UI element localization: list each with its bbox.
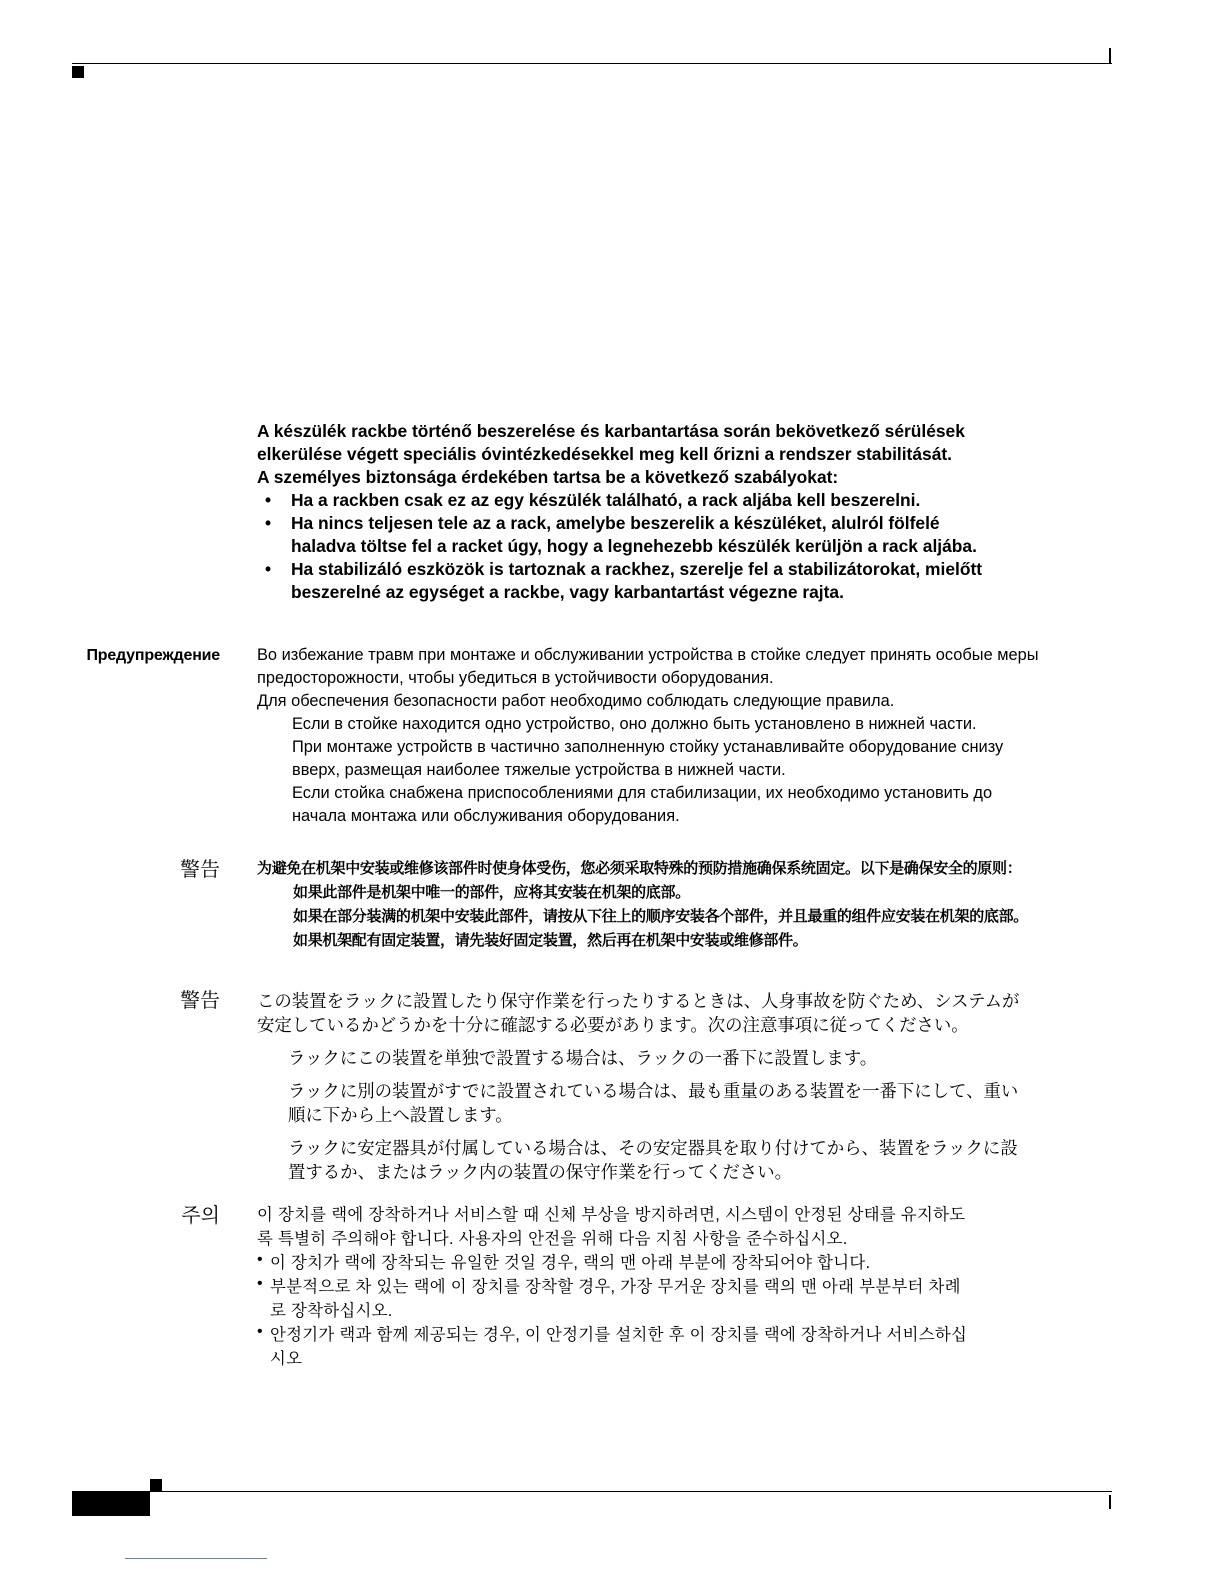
ko-rule-2-line-1: • 부분적으로 차 있는 랙에 이 장치를 장착할 경우, 가장 무거운 장치를 랙의 맨 아래 부분부터 차례	[270, 1278, 961, 1296]
warning-russian-text	[257, 644, 1097, 828]
hu-rule-1-line-1: • Ha a rackben csak ez az egy készülék található, a rack aljába kell beszerelni.	[291, 490, 921, 510]
warning-label-korean: 주의	[181, 1205, 220, 1227]
ko-rule-1	[257, 1251, 1097, 1275]
warning-hungarian-text	[257, 420, 1097, 604]
ja-item-3-line-1: ラックに安定器具が付属している場合は、その安定器具を取り付けてから、装置をラックに設	[288, 1138, 1018, 1158]
hu-rule-3-line-2: beszerelné az egységet a rackbe, vagy karbantartást végezne rajta.	[291, 582, 844, 602]
hu-rules-list	[257, 489, 1097, 604]
header-tick-mark	[1109, 48, 1111, 64]
ko-rule-3-line-1: • 안정기가 랙과 함께 제공되는 경우, 이 안정기를 설치한 후 이 장치를 랙에 장착하거나 서비스하십	[270, 1326, 968, 1344]
warning-label-chinese: 警告	[180, 859, 220, 881]
ko-rule-2-line-2: 로 장착하십시오.	[270, 1302, 393, 1320]
footer-square-marker	[150, 1479, 162, 1491]
zh-item-1: 如果此部件是机架中唯一的部件，应将其安装在机架的底部。	[293, 884, 690, 901]
hu-rule-2-line-1: • Ha nincs teljesen tele az a rack, amelybe beszerelik a készüléket, alulról fölfelé	[291, 513, 940, 533]
ru-item-line-4: Если стойка снабжена приспособлениями для стабилизации, их необходимо установить до	[292, 784, 993, 802]
ru-item-line-2: При монтаже устройств в частично заполненную стойку устанавливайте оборудование снизу	[292, 738, 1004, 756]
ru-intro-line-1: Во избежание травм при монтаже и обслуживании устройства в стойке следует принять особые меры	[257, 646, 1039, 664]
ja-intro-line-1: この装置をラックに設置したり保守作業を行ったりするときは、人身事故を防ぐため、システムが	[257, 991, 1020, 1011]
warning-label-russian: Предупреждение	[86, 647, 220, 664]
hu-rule-1	[257, 489, 1097, 512]
ja-intro-line-2: 安定しているかどうかを十分に確認する必要があります。次の注意事項に従ってください。	[257, 1015, 969, 1035]
zh-item-3: 如果机架配有固定装置，请先装好固定装置，然后再在机架中安装或维修部件。	[293, 932, 808, 949]
ko-rule-3	[257, 1323, 1097, 1371]
hu-rule-3	[257, 558, 1097, 604]
ru-item-line-1: Если в стойке находится одно устройство, оно должно быть установлено в нижней части.	[292, 715, 977, 733]
footer-rule	[72, 1491, 1112, 1492]
footer-page-block	[72, 1492, 150, 1516]
header-rule	[72, 63, 1112, 64]
hu-rule-3-line-1: • Ha stabilizáló eszközök is tartoznak a rackhez, szerelje fel a stabilizátorokat, mielőtt	[291, 559, 983, 579]
ja-item-1: ラックにこの装置を単独で設置する場合は、ラックの一番下に設置します。	[288, 1048, 878, 1068]
warning-japanese-text	[257, 989, 1097, 1184]
warning-korean-text	[257, 1203, 1097, 1371]
header-square-marker	[72, 66, 84, 78]
hu-intro-line-2: elkerülése végett speciális óvintézkedésekkel meg kell őrizni a rendszer stabilitását.	[257, 444, 952, 464]
hu-intro-line-1: A készülék rackbe történő beszerelése és karbantartása során bekövetkező sérülések	[257, 421, 965, 441]
ja-item-2-line-1: ラックに別の装置がすでに設置されている場合は、最も重量のある装置を一番下にして、重い	[288, 1081, 1019, 1101]
footer-link-underline	[125, 1558, 267, 1559]
footer-tick-mark	[1109, 1495, 1111, 1509]
ru-item-line-3: вверх, размещая наиболее тяжелые устройства в нижней части.	[292, 761, 786, 779]
ko-intro-line-1: 이 장치를 랙에 장착하거나 서비스할 때 신체 부상을 방지하려면, 시스템이 안정된 상태를 유지하도	[257, 1206, 966, 1224]
ko-intro-line-2: 록 특별히 주의해야 합니다. 사용자의 안전을 위해 다음 지침 사항을 준수하십시오.	[257, 1230, 848, 1248]
warning-label-japanese: 警告	[180, 990, 220, 1012]
ko-rule-2	[257, 1275, 1097, 1323]
hu-rule-2	[257, 512, 1097, 558]
hu-intro-line-3: A személyes biztonsága érdekében tartsa be a következő szabályokat:	[257, 467, 839, 487]
hu-rule-2-line-2: haladva töltse fel a racket úgy, hogy a legnehezebb készülék kerüljön a rack aljába.	[291, 536, 977, 556]
zh-item-2: 如果在部分装满的机架中安装此部件，请按从下往上的顺序安装各个部件，并且最重的组件应安装在机架的底部。	[293, 908, 1029, 925]
ru-intro-line-3: Для обеспечения безопасности работ необходимо соблюдать следующие правила.	[257, 692, 895, 710]
warning-chinese-text	[257, 857, 1097, 953]
ru-intro-line-2: предосторожности, чтобы убедиться в устойчивости оборудования.	[257, 669, 774, 687]
ja-item-3-line-2: 置するか、またはラック内の装置の保守作業を行ってください。	[288, 1162, 792, 1182]
zh-intro: 为避免在机架中安装或维修该部件时使身体受伤，您必须采取特殊的预防措施确保系统固定。以下是确保安全的原则：	[257, 860, 1022, 877]
ru-item-line-5: начала монтажа или обслуживания оборудования.	[292, 807, 680, 825]
ja-item-2-line-2: 順に下から上へ設置します。	[288, 1105, 513, 1125]
ko-rule-3-line-2: 시오	[270, 1350, 303, 1368]
ko-rule-1-line-1: • 이 장치가 랙에 장착되는 유일한 것일 경우, 랙의 맨 아래 부분에 장착되어야 합니다.	[270, 1254, 871, 1272]
